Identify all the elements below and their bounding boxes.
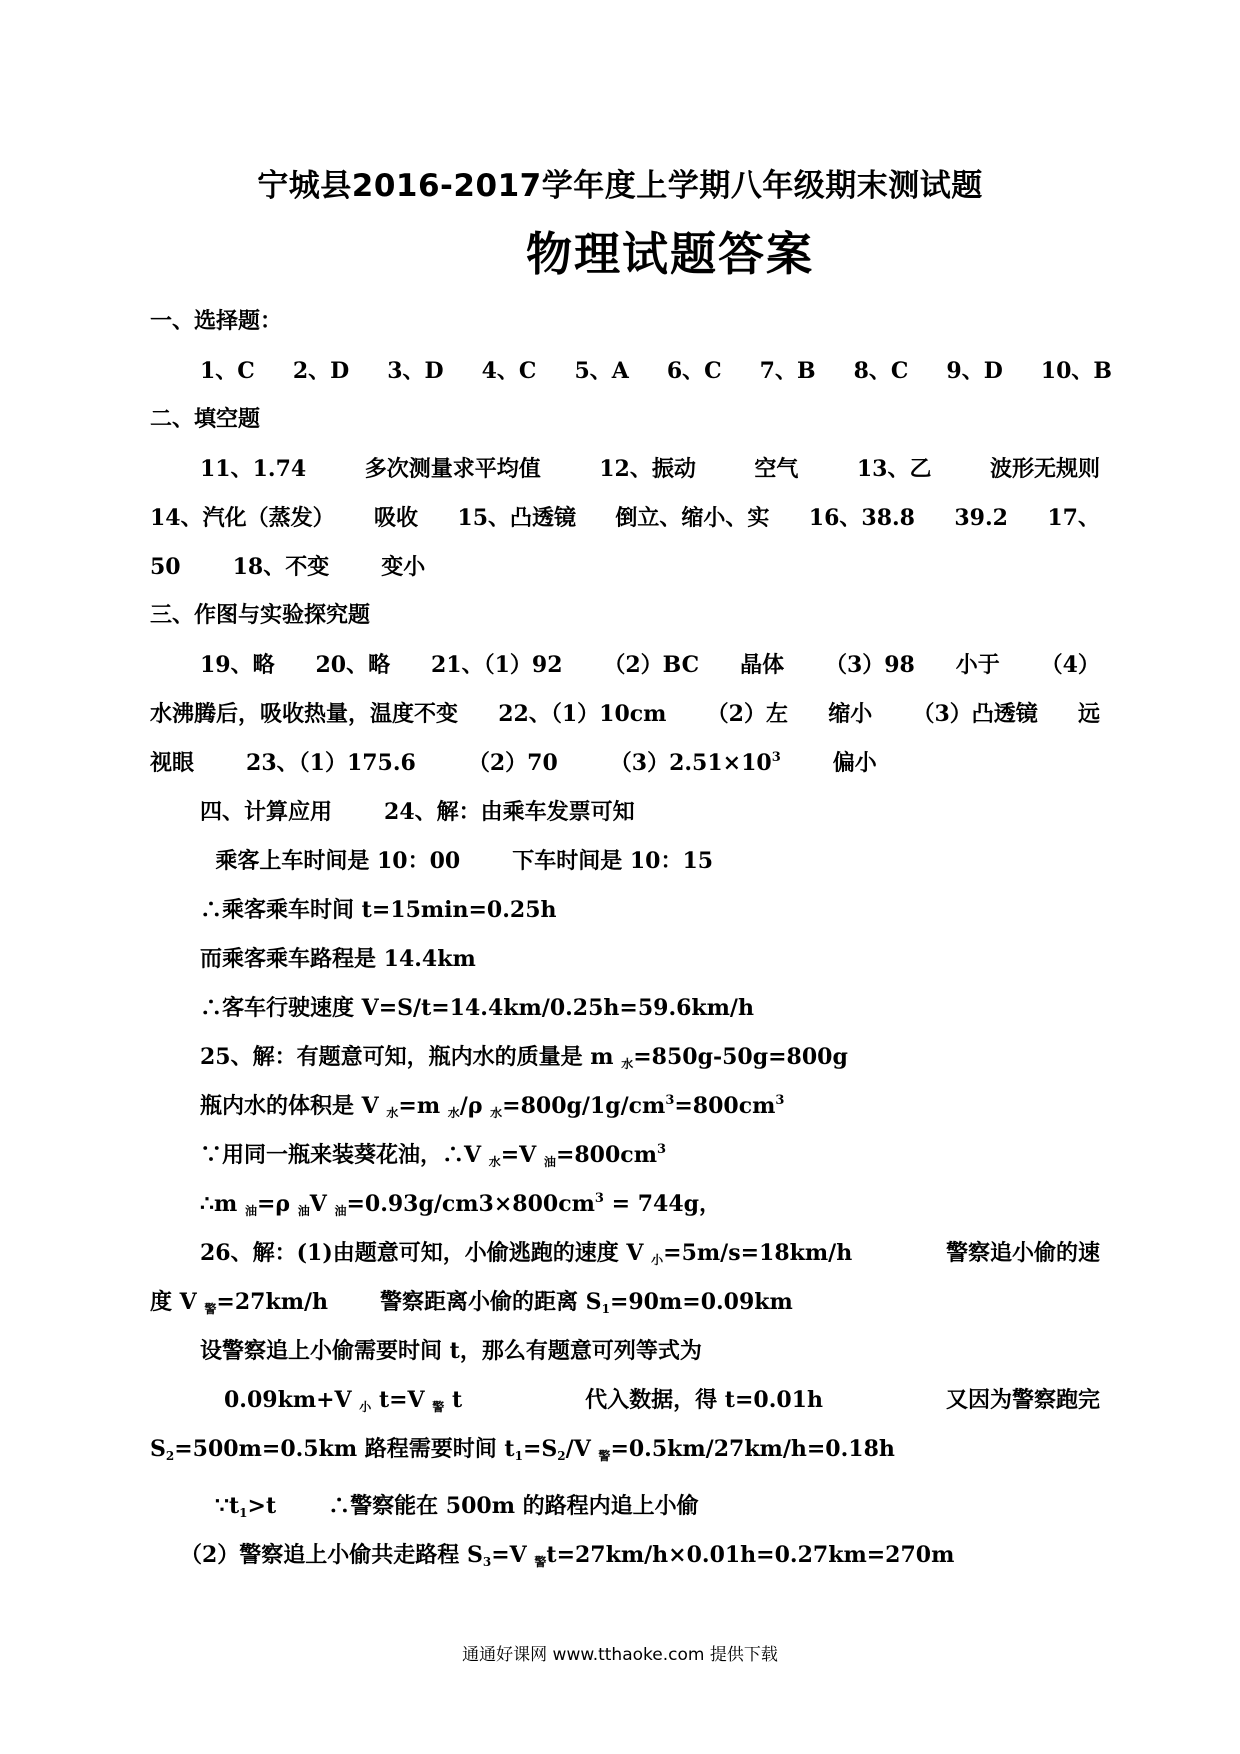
answer-line [150, 1331, 1100, 1380]
answer-item [574, 351, 628, 400]
answer-item [1041, 351, 1112, 400]
text-segment: 度 V [150, 1289, 205, 1315]
text-segment: 乘客上车时间是 10：00 [200, 848, 461, 874]
answer-item [150, 743, 194, 792]
answer-item [457, 498, 576, 547]
answer-item [585, 1380, 823, 1429]
superscript: 3 [775, 1093, 785, 1108]
answer-line [150, 302, 1100, 351]
subscript: 警 [204, 1302, 217, 1316]
subscript: 水 [488, 1155, 501, 1169]
text-segment: 6、C [666, 358, 722, 384]
answer-line [150, 1184, 1100, 1233]
text-segment: 13、乙 [856, 456, 932, 482]
subscript: 3 [482, 1555, 492, 1569]
text-segment: 警察追小偷的速 [945, 1240, 1100, 1266]
answer-item [180, 1535, 954, 1584]
subscript: 油 [297, 1204, 310, 1218]
text-segment: 二、填空题 [150, 407, 261, 432]
text-segment: 14、汽化（蒸发） [150, 505, 335, 531]
answer-item [1047, 498, 1100, 547]
answer-item [150, 596, 370, 645]
answer-item [384, 792, 635, 841]
subscript: 1 [514, 1449, 523, 1463]
answer-item [150, 400, 260, 449]
text-segment: 10、B [1040, 358, 1112, 384]
subscript: 水 [386, 1106, 399, 1120]
answer-line [150, 1037, 1100, 1086]
answer-item [946, 351, 1002, 400]
text-segment: 缩小 [828, 701, 873, 727]
text-segment: 21、（1）92 [430, 652, 563, 678]
text-segment: 22、（1）10cm [498, 701, 667, 727]
answer-item [1078, 694, 1100, 743]
subscript: 油 [543, 1155, 556, 1169]
subscript: 1 [239, 1506, 248, 1520]
text-segment: S [150, 1436, 166, 1462]
text-segment: 多次测量求平均值 [364, 456, 541, 482]
text-segment: /V [565, 1436, 599, 1462]
answer-line [150, 1429, 1100, 1478]
superscript: 3 [771, 750, 781, 765]
subscript: 小 [651, 1253, 664, 1267]
answer-item [150, 547, 181, 596]
text-segment: （3）98 [824, 652, 915, 678]
text-segment: 又因为警察跑完 [945, 1387, 1100, 1413]
text-segment: 26、解：(1)由题意可知，小偷逃跑的速度 V [200, 1240, 652, 1266]
text-segment: 晶体 [740, 652, 785, 678]
answer-item [150, 1429, 895, 1478]
text-segment: 16、38.8 [808, 505, 915, 531]
text-segment: 7、B [759, 358, 816, 384]
answer-item [946, 1380, 1100, 1429]
text-segment: t [444, 1387, 463, 1413]
text-segment: （2）警察追上小偷共走路程 S [180, 1542, 483, 1568]
answer-item [599, 449, 696, 498]
text-segment: /ρ [459, 1093, 491, 1119]
text-segment: （2）左 [706, 701, 788, 727]
answer-item [946, 1233, 1100, 1282]
answer-line [150, 351, 1112, 400]
text-segment: 警察距离小偷的距离 S [380, 1289, 602, 1315]
answer-item [233, 547, 330, 596]
text-segment: =ρ [256, 1191, 298, 1217]
answer-item [1041, 645, 1100, 694]
text-segment: 23、（1）175.6 [246, 750, 416, 776]
text-segment: 12、振动 [599, 456, 696, 482]
text-segment: ∴m [200, 1191, 245, 1217]
answer-item [380, 1282, 793, 1331]
text-segment: t=27km/h×0.01h=0.27km=270m [546, 1542, 955, 1568]
answer-item [912, 694, 1037, 743]
text-segment: =V [491, 1542, 535, 1568]
answer-item [990, 449, 1100, 498]
answer-item [387, 351, 443, 400]
text-segment: ∴警察能在 500m 的路程内追上小偷 [328, 1493, 699, 1519]
subscript: 油 [334, 1204, 347, 1218]
text-segment: （2）70 [467, 750, 558, 776]
answer-line [150, 1233, 1100, 1282]
answer-item [150, 694, 458, 743]
answer-item [615, 498, 769, 547]
answer-line [150, 1282, 1100, 1331]
answer-item [200, 792, 332, 841]
answer-item [150, 1282, 328, 1331]
answer-item [610, 743, 781, 792]
text-segment: 0.09km+V [224, 1387, 360, 1413]
answer-item [854, 351, 909, 400]
text-segment: 代入数据，得 t=0.01h [585, 1387, 823, 1413]
text-segment: 而乘客乘车路程是 14.4km [200, 946, 476, 972]
text-segment: 四、计算应用 [200, 799, 333, 825]
subscript: 小 [359, 1400, 372, 1414]
text-segment: = 744g， [603, 1191, 722, 1217]
answer-item [200, 841, 460, 890]
subscript: 1 [601, 1302, 610, 1316]
answer-item [381, 547, 425, 596]
answer-line [150, 890, 1100, 939]
text-segment: 设警察追上小偷需要时间 t，那么有题意可列等式为 [200, 1338, 702, 1364]
answer-line [150, 1486, 1100, 1535]
subscript: 水 [621, 1057, 634, 1071]
answer-line [150, 400, 1100, 449]
answer-item [200, 939, 476, 988]
text-segment: 偏小 [832, 750, 877, 776]
text-segment: 波形无规则 [989, 456, 1100, 482]
superscript: 3 [665, 1093, 675, 1108]
text-segment: 下车时间是 10：15 [512, 848, 714, 874]
superscript: 3 [594, 1191, 604, 1206]
text-segment: 一、选择题： [150, 309, 283, 334]
answer-item [200, 1135, 666, 1184]
answer-item [200, 988, 754, 1037]
answer-item [150, 498, 335, 547]
answer-item [200, 1184, 721, 1233]
answer-item [512, 841, 713, 890]
text-segment: ∵t [215, 1493, 240, 1519]
subscript: 油 [244, 1204, 257, 1218]
answer-item [200, 351, 255, 400]
text-segment: 视眼 [150, 750, 195, 776]
answer-line [150, 792, 1100, 841]
text-segment: V [309, 1191, 335, 1217]
answer-body [150, 302, 1112, 1584]
text-segment: =0.5km/27km/h=0.18h [610, 1436, 895, 1462]
text-segment: 瓶内水的体积是 V [200, 1093, 387, 1119]
text-segment: 19、略 [200, 652, 275, 678]
text-segment: 20、略 [315, 652, 391, 678]
answer-item [825, 645, 915, 694]
text-segment: 5、A [574, 358, 629, 384]
text-segment: ∴客车行驶速度 V=S/t=14.4km/0.25h=59.6km/h [200, 995, 754, 1021]
answer-line [150, 694, 1100, 743]
answer-line [150, 547, 1100, 596]
text-segment: 17、 [1047, 505, 1100, 531]
text-segment: 24、解：由乘车发票可知 [384, 799, 635, 825]
text-segment: 吸收 [374, 505, 419, 531]
answer-item [365, 449, 541, 498]
text-segment: =m [398, 1093, 448, 1119]
subscript: 警 [598, 1449, 611, 1463]
answer-item [200, 890, 557, 939]
text-segment: 3、D [387, 358, 444, 384]
text-segment: 4、C [481, 358, 537, 384]
text-segment: 8、C [853, 358, 909, 384]
document-title: 宁城县2016-2017学年度上学期八年级期末测试题 [257, 168, 983, 204]
answer-item [374, 498, 418, 547]
text-segment: =5m/s=18km/h [663, 1240, 853, 1266]
answer-line [150, 498, 1100, 547]
answer-item [200, 1233, 852, 1282]
answer-item [200, 1331, 702, 1380]
answer-item [857, 449, 932, 498]
answer-item [246, 743, 416, 792]
answer-item [215, 1486, 276, 1535]
text-segment: 水沸腾后，吸收热量，温度不变 [150, 701, 459, 727]
text-segment: 25、解：有题意可知，瓶内水的质量是 m [200, 1044, 622, 1070]
text-segment: 1、C [200, 358, 255, 384]
text-segment: 9、D [946, 358, 1003, 384]
answer-item [315, 645, 390, 694]
document-subtitle: 物理试题答案 [526, 227, 814, 281]
answer-item [224, 1380, 462, 1429]
answer-item [468, 743, 558, 792]
answer-item [200, 1086, 784, 1135]
text-segment: （2）BC [603, 652, 700, 678]
text-segment: =90m=0.09km [609, 1289, 793, 1315]
text-segment: =27km/h [216, 1289, 329, 1315]
subscript: 2 [557, 1449, 566, 1463]
text-segment: 11、1.74 [200, 456, 307, 482]
text-segment: 2、D [292, 358, 350, 384]
answer-item [482, 351, 537, 400]
text-segment: 50 [150, 554, 181, 580]
text-segment: 空气 [754, 456, 799, 482]
text-segment: =V [500, 1142, 544, 1168]
answer-item [293, 351, 349, 400]
subscript: 警 [534, 1555, 547, 1569]
answer-item [954, 498, 1008, 547]
answer-item [828, 694, 872, 743]
text-segment: t=V [371, 1387, 433, 1413]
superscript: 3 [656, 1142, 667, 1157]
answer-item [707, 694, 788, 743]
answer-line [150, 988, 1100, 1037]
text-segment: （3）凸透镜 [912, 701, 1038, 727]
answer-item [760, 351, 816, 400]
text-segment: （3）2.51×10 [609, 750, 772, 776]
answer-line [150, 841, 1100, 890]
text-segment: ∵用同一瓶来装葵花油，∴V [200, 1142, 489, 1168]
answer-item [833, 743, 877, 792]
answer-line [150, 1380, 1100, 1429]
answer-line [150, 1135, 1100, 1184]
answer-item [667, 351, 722, 400]
text-segment: 倒立、缩小、实 [615, 505, 770, 531]
footer-source: 通通好课网 www.tthaoke.com 提供下载 [462, 1645, 778, 1665]
subscript: 水 [490, 1106, 503, 1120]
answer-item [200, 1037, 848, 1086]
answer-item [498, 694, 666, 743]
text-segment: 15、凸透镜 [457, 505, 577, 531]
text-segment: 三、作图与实验探究题 [150, 603, 371, 628]
answer-line [150, 743, 1100, 792]
text-segment: =S [522, 1436, 558, 1462]
answer-line [150, 449, 1100, 498]
text-segment: ∴乘客乘车时间 t=15min=0.25h [200, 897, 557, 923]
text-segment: 远 [1077, 701, 1100, 727]
answer-item [431, 645, 563, 694]
answer-item [754, 449, 798, 498]
answer-item [740, 645, 784, 694]
text-segment: =850g-50g=800g [633, 1044, 848, 1070]
answer-line [150, 939, 1100, 988]
answer-line [150, 1086, 1100, 1135]
text-segment: =800cm [555, 1142, 657, 1168]
text-segment: =0.93g/cm3×800cm [346, 1191, 595, 1217]
answer-line [150, 1535, 1100, 1584]
text-segment: 变小 [381, 554, 426, 580]
text-segment: >t [247, 1493, 277, 1519]
answer-item [328, 1486, 699, 1535]
text-segment: =800cm [674, 1093, 776, 1119]
answer-item [809, 498, 915, 547]
answer-item [200, 645, 275, 694]
text-segment: =500m=0.5km 路程需要时间 t [174, 1436, 515, 1462]
text-segment: 39.2 [954, 505, 1008, 531]
answer-item [603, 645, 699, 694]
text-segment: （4） [1040, 652, 1100, 678]
answer-item [956, 645, 1000, 694]
text-segment: =800g/1g/cm [502, 1093, 666, 1119]
answer-item [150, 302, 282, 351]
text-segment: 18、不变 [232, 554, 330, 580]
text-segment: 小于 [955, 652, 1000, 678]
subscript: 水 [447, 1106, 460, 1120]
answer-item [200, 449, 306, 498]
subscript: 警 [432, 1400, 445, 1414]
subscript: 2 [165, 1449, 175, 1463]
answer-line [150, 645, 1100, 694]
answer-line [150, 596, 1100, 645]
